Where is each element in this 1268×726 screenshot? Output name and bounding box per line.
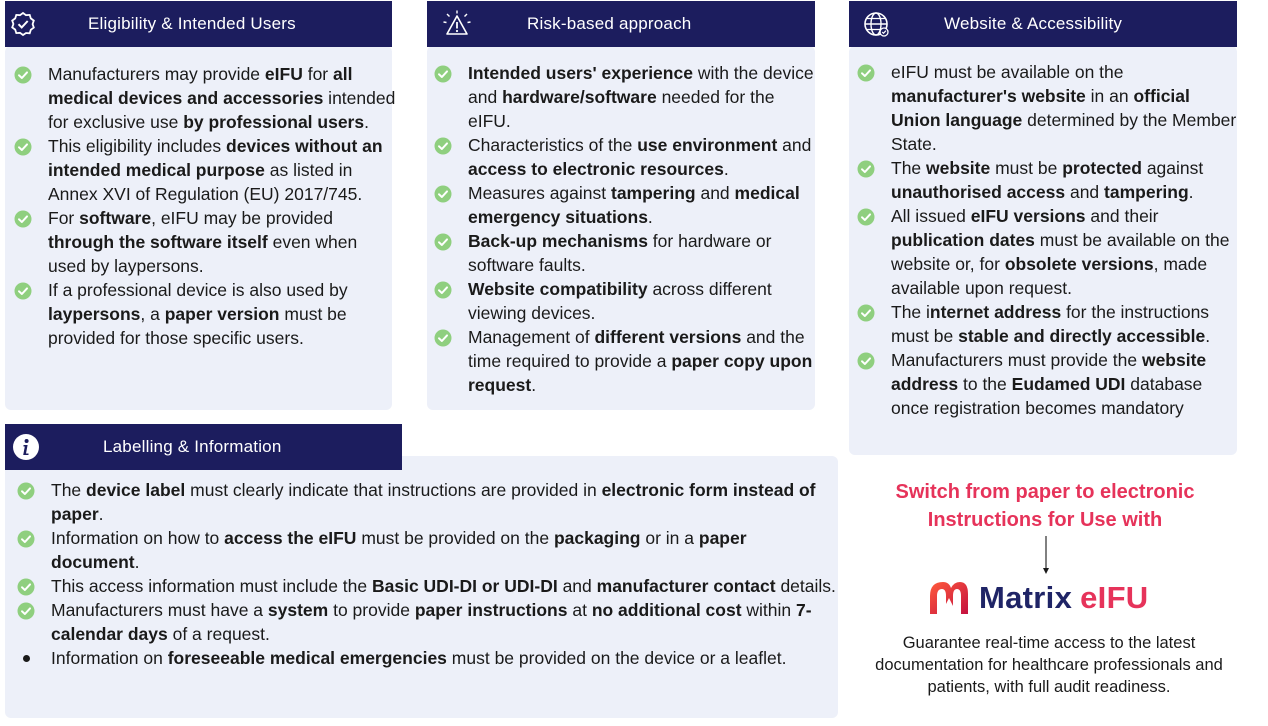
website-header xyxy=(849,1,1237,47)
text: and xyxy=(557,576,597,596)
text: of a request. xyxy=(167,624,270,644)
bold-text: paper document xyxy=(51,528,747,572)
risk-item xyxy=(434,181,819,229)
labelling-item xyxy=(17,574,837,598)
bold-text: Basic UDI-DI or UDI-DI xyxy=(371,576,558,596)
promo-headline-line2: Instructions for Use with xyxy=(927,509,1163,531)
website-item xyxy=(857,348,1242,420)
bold-text: 7-calendar days xyxy=(51,600,812,644)
bold-text: system xyxy=(267,600,329,620)
text: and xyxy=(1065,182,1105,202)
website-item xyxy=(857,300,1242,348)
check-circle-icon xyxy=(434,65,452,83)
promo-headline-line1: Switch from paper to electronic xyxy=(895,481,1195,503)
website-title: Website & Accessibility xyxy=(944,14,1123,33)
text: details. xyxy=(775,576,836,596)
check-circle-icon xyxy=(857,208,875,226)
bold-text: no additional cost xyxy=(591,600,742,620)
bold-text: access to electronic resources xyxy=(468,159,724,179)
bold-text: stable and directly accessible xyxy=(958,326,1206,346)
bold-text: Eudamed UDI xyxy=(1011,374,1126,394)
risk-item xyxy=(434,277,819,325)
text: The i xyxy=(891,302,930,322)
matrix-logo[interactable] xyxy=(927,578,1149,618)
check-circle-icon xyxy=(14,66,32,84)
check-circle-icon xyxy=(434,281,452,299)
warning-icon xyxy=(443,10,471,38)
bold-text: foreseeable medical emergencies xyxy=(167,648,447,668)
bold-text: software xyxy=(79,208,152,228)
bold-text: packaging xyxy=(553,528,641,548)
labelling-header xyxy=(5,424,402,470)
text: The xyxy=(891,158,927,178)
bold-text: Intended users' experience xyxy=(468,63,693,83)
labelling-item xyxy=(17,598,837,646)
check-circle-icon xyxy=(14,282,32,300)
check-circle-icon xyxy=(434,185,452,203)
check-circle-icon xyxy=(434,137,452,155)
bold-text: hardware/software xyxy=(502,87,657,107)
text: Measures against xyxy=(468,183,611,203)
text: . xyxy=(1205,326,1211,346)
promo-description: Guarantee real-time access to the latest documentation for healthcare professionals and patients, with full audit readiness. xyxy=(875,634,1223,696)
text: must be provided on the device or a leaflet. xyxy=(446,648,787,668)
labelling-item xyxy=(17,646,837,670)
text: Manufacturers may provide xyxy=(48,64,265,84)
labelling-list xyxy=(5,478,837,670)
eligibility-item xyxy=(14,278,399,350)
text: . xyxy=(364,112,369,132)
eligibility-item xyxy=(14,134,399,206)
check-circle-icon xyxy=(857,64,875,82)
text: for hardware or software faults. xyxy=(468,231,772,275)
website-list xyxy=(849,60,1242,420)
text: intended for exclusive use xyxy=(48,88,396,132)
bold-text: eIFU xyxy=(264,64,303,84)
text: and xyxy=(777,135,812,155)
globe-icon xyxy=(862,10,890,38)
bold-text: paper copy upon request xyxy=(468,351,813,395)
text: . xyxy=(134,552,140,572)
check-circle-icon xyxy=(17,482,35,500)
bold-text: all medical devices and accessories xyxy=(48,64,353,108)
eligibility-item xyxy=(14,206,399,278)
text: must be xyxy=(990,158,1063,178)
text: even when used by laypersons. xyxy=(48,232,358,276)
text: must clearly indicate that instructions are provided in xyxy=(185,480,602,500)
eligibility-item xyxy=(14,62,399,134)
text: to provide xyxy=(328,600,415,620)
eligibility-list xyxy=(5,62,399,350)
risk-header xyxy=(427,1,815,47)
text: , a xyxy=(140,304,165,324)
bold-text: manufacturer's website xyxy=(891,86,1086,106)
text: This eligibility includes xyxy=(48,136,226,156)
check-circle-icon xyxy=(17,530,35,548)
text: . xyxy=(98,504,104,524)
text: If a professional device is also used by xyxy=(48,280,348,300)
logo-word-matrix: Matrix xyxy=(979,580,1073,615)
bullet-dot-icon xyxy=(23,655,30,662)
text: and xyxy=(695,183,735,203)
risk-list xyxy=(427,61,819,397)
info-icon xyxy=(12,433,40,461)
bold-text: through the software itself xyxy=(48,232,268,252)
risk-item xyxy=(434,133,819,181)
text: and their xyxy=(1085,206,1159,226)
bold-text: by professional users xyxy=(183,112,365,132)
bold-text: Back-up mechanisms xyxy=(468,231,648,251)
text: must be provided for those specific users. xyxy=(48,304,347,348)
bold-text: publication dates xyxy=(891,230,1035,250)
text: . xyxy=(647,207,653,227)
check-circle-icon xyxy=(14,138,32,156)
text: . xyxy=(1188,182,1194,202)
text: must be provided on the xyxy=(356,528,554,548)
text: database once registration becomes mandatory xyxy=(891,374,1203,418)
risk-item xyxy=(434,325,819,397)
labelling-item xyxy=(17,478,837,526)
bold-text: official Union language xyxy=(891,86,1190,130)
text: against xyxy=(1141,158,1204,178)
check-circle-icon xyxy=(434,329,452,347)
bold-text: obsolete versions xyxy=(1004,254,1154,274)
website-item xyxy=(857,204,1242,300)
text: All issued xyxy=(891,206,971,226)
bold-text: unauthorised access xyxy=(891,182,1066,202)
bold-text: medical emergency situations xyxy=(468,183,800,227)
text: Information on how to xyxy=(51,528,225,548)
bold-text: nternet address xyxy=(929,302,1062,322)
matrix-logo-icon xyxy=(927,578,971,618)
bold-text: eIFU versions xyxy=(970,206,1086,226)
bold-text: protected xyxy=(1062,158,1142,178)
bold-text: website address xyxy=(891,350,1207,394)
check-circle-icon xyxy=(434,233,452,251)
text: and the time required to provide a xyxy=(468,327,805,371)
text: , made available upon request. xyxy=(891,254,1208,298)
bold-text: paper instructions xyxy=(414,600,568,620)
check-circle-icon xyxy=(857,160,875,178)
text: . xyxy=(723,159,729,179)
bold-text: different versions xyxy=(594,327,742,347)
website-item xyxy=(857,60,1242,156)
text: Management of xyxy=(468,327,595,347)
text: must be available on the website or, for xyxy=(891,230,1230,274)
bold-text: Website compatibility xyxy=(468,279,648,299)
text: with the device and xyxy=(468,63,814,107)
text: or in a xyxy=(640,528,699,548)
eligibility-title: Eligibility & Intended Users xyxy=(88,14,296,33)
text: eIFU must be available on the xyxy=(891,62,1124,82)
badge-check-icon xyxy=(9,10,37,38)
text: across different viewing devices. xyxy=(468,279,772,323)
text: Characteristics of the xyxy=(468,135,638,155)
risk-item xyxy=(434,61,819,133)
text: as listed in Annex XVI of Regulation (EU) 2017/745. xyxy=(48,160,363,204)
bold-text: laypersons xyxy=(48,304,141,324)
text: in an xyxy=(1085,86,1134,106)
labelling-title: Labelling & Information xyxy=(103,437,282,456)
text: to the xyxy=(958,374,1012,394)
text: The xyxy=(51,480,87,500)
text: for the instructions must be xyxy=(891,302,1210,346)
bold-text: device label xyxy=(86,480,186,500)
risk-title: Risk-based approach xyxy=(527,14,692,33)
promo-block xyxy=(850,478,1240,534)
bold-text: manufacturer contact xyxy=(596,576,776,596)
bold-text: use environment xyxy=(637,135,778,155)
text: Manufacturers must have a xyxy=(51,600,268,620)
bold-text: tampering xyxy=(1104,182,1189,202)
bold-text: electronic form instead of paper xyxy=(51,480,816,524)
text: Manufacturers must provide the xyxy=(891,350,1142,370)
bold-text: tampering xyxy=(611,183,696,203)
text: For xyxy=(48,208,80,228)
bold-text: paper version xyxy=(164,304,280,324)
check-circle-icon xyxy=(857,304,875,322)
labelling-item xyxy=(17,526,837,574)
check-circle-icon xyxy=(17,578,35,596)
text: within xyxy=(741,600,797,620)
bold-text: access the eIFU xyxy=(224,528,357,548)
text: Information on xyxy=(51,648,168,668)
bold-text: website xyxy=(926,158,991,178)
website-item xyxy=(857,156,1242,204)
logo-word-eifu: eIFU xyxy=(1080,580,1149,615)
check-circle-icon xyxy=(857,352,875,370)
text: , eIFU may be provided xyxy=(151,208,333,228)
text: needed for the eIFU. xyxy=(468,87,775,131)
text: for xyxy=(302,64,333,84)
risk-item xyxy=(434,229,819,277)
arrow-down-icon xyxy=(1040,536,1052,576)
eligibility-header xyxy=(5,1,392,47)
text: . xyxy=(531,375,537,395)
text: at xyxy=(567,600,592,620)
bold-text: devices without an intended medical purpose xyxy=(48,136,383,180)
text: This access information must include the xyxy=(51,576,372,596)
text: determined by the Member State. xyxy=(891,110,1237,154)
check-circle-icon xyxy=(17,602,35,620)
check-circle-icon xyxy=(14,210,32,228)
